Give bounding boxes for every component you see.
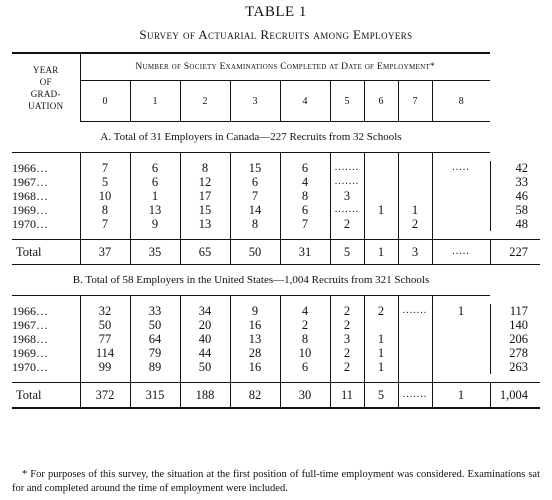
total-cell: 227 bbox=[490, 240, 540, 265]
spacer-cell bbox=[230, 153, 280, 162]
total-cell: 37 bbox=[80, 240, 130, 265]
spacer-cell bbox=[432, 296, 490, 305]
data-cell: 2 bbox=[330, 217, 364, 231]
data-cell: 33 bbox=[130, 304, 180, 318]
spacer-cell bbox=[280, 153, 330, 162]
spacer-cell bbox=[180, 296, 230, 305]
section-title: A. Total of 31 Employers in Canada—227 Recruits from 32 Schools bbox=[12, 122, 490, 153]
data-cell bbox=[432, 318, 490, 332]
spacer-cell bbox=[230, 296, 280, 305]
data-cell: 16 bbox=[230, 318, 280, 332]
spacer-cell bbox=[364, 231, 398, 240]
spacer-cell bbox=[398, 374, 432, 383]
data-cell: 10 bbox=[280, 346, 330, 360]
data-cell bbox=[432, 217, 490, 231]
row-year: 1968… bbox=[12, 332, 80, 346]
table-subtitle: Survey of Actuarial Recruits among Employers bbox=[139, 27, 413, 42]
data-cell bbox=[398, 175, 432, 189]
data-cell: 3 bbox=[330, 189, 364, 203]
data-cell: 206 bbox=[509, 332, 528, 346]
data-cell: 2 bbox=[330, 346, 364, 360]
data-cell: 7 bbox=[80, 217, 130, 231]
data-cell: 28 bbox=[230, 346, 280, 360]
data-cell: ....... bbox=[398, 304, 432, 318]
row-year: 1966… bbox=[12, 161, 80, 175]
data-cell: 7 bbox=[280, 217, 330, 231]
table-row bbox=[12, 203, 540, 217]
section-title: B. Total of 58 Employers in the United States—1,004 Recruits from 321 Schools bbox=[12, 265, 490, 296]
total-cell: 30 bbox=[280, 383, 330, 409]
data-cell: 6 bbox=[130, 175, 180, 189]
data-cell bbox=[364, 189, 398, 203]
data-cell: 140 bbox=[509, 318, 528, 332]
data-cell: 5 bbox=[80, 175, 130, 189]
total-cell: 11 bbox=[330, 383, 364, 409]
data-cell: 17 bbox=[180, 189, 230, 203]
spacer-cell bbox=[432, 153, 490, 162]
data-cell: 1 bbox=[364, 332, 398, 346]
data-cell bbox=[364, 161, 398, 175]
data-cell bbox=[398, 189, 432, 203]
row-year: 1967… bbox=[12, 175, 80, 189]
spacer-cell bbox=[80, 231, 130, 240]
spacer-cell bbox=[330, 374, 364, 383]
data-cell: 2 bbox=[330, 318, 364, 332]
table-row bbox=[12, 175, 540, 189]
total-cell: 188 bbox=[180, 383, 230, 409]
table-row bbox=[12, 189, 540, 203]
data-cell bbox=[364, 217, 398, 231]
spacer-cell bbox=[12, 296, 80, 305]
data-cell: 9 bbox=[130, 217, 180, 231]
column-header: 5 bbox=[330, 81, 364, 122]
data-cell: 12 bbox=[180, 175, 230, 189]
spacer-cell bbox=[12, 231, 80, 240]
spacer-cell bbox=[398, 231, 432, 240]
spacer-cell bbox=[280, 231, 330, 240]
data-cell: 32 bbox=[80, 304, 130, 318]
spacer-cell bbox=[330, 231, 364, 240]
total-label: Total bbox=[12, 240, 80, 265]
total-row bbox=[12, 383, 540, 409]
row-year: 1970… bbox=[12, 360, 80, 374]
data-cell: 8 bbox=[180, 161, 230, 175]
data-cell: 117 bbox=[509, 304, 528, 318]
data-cell: 64 bbox=[130, 332, 180, 346]
spacer-cell bbox=[180, 374, 230, 383]
total-cell: ..... bbox=[432, 240, 490, 265]
data-cell: 6 bbox=[280, 360, 330, 374]
data-cell bbox=[398, 161, 432, 175]
spacer-cell bbox=[80, 153, 130, 162]
data-cell: 15 bbox=[180, 203, 230, 217]
spacer-cell bbox=[12, 374, 80, 383]
data-cell bbox=[432, 346, 490, 360]
spacer-cell bbox=[130, 296, 180, 305]
data-cell bbox=[432, 203, 490, 217]
data-cell: ....... bbox=[330, 203, 364, 217]
data-cell: 8 bbox=[230, 217, 280, 231]
total-cell: 50 bbox=[230, 240, 280, 265]
data-cell: 34 bbox=[180, 304, 230, 318]
data-cell: 1 bbox=[398, 203, 432, 217]
data-cell: 13 bbox=[130, 203, 180, 217]
data-cell: 8 bbox=[280, 332, 330, 346]
spacer-cell bbox=[230, 231, 280, 240]
data-cell bbox=[432, 332, 490, 346]
row-year: 1967… bbox=[12, 318, 80, 332]
spacer-cell bbox=[364, 296, 398, 305]
spacer-cell bbox=[432, 231, 490, 240]
data-cell: 2 bbox=[330, 304, 364, 318]
data-cell: 44 bbox=[180, 346, 230, 360]
total-cell: 65 bbox=[180, 240, 230, 265]
total-cell: 372 bbox=[80, 383, 130, 409]
data-cell: 50 bbox=[130, 318, 180, 332]
table-row bbox=[12, 304, 540, 318]
table-row bbox=[12, 360, 540, 374]
data-cell: 114 bbox=[80, 346, 130, 360]
data-cell bbox=[432, 175, 490, 189]
data-cell: 7 bbox=[80, 161, 130, 175]
table-row bbox=[12, 332, 540, 346]
total-cell: 31 bbox=[280, 240, 330, 265]
data-cell: 9 bbox=[230, 304, 280, 318]
total-label: Total bbox=[12, 383, 80, 409]
total-cell: 1 bbox=[432, 383, 490, 409]
column-header: 2 bbox=[180, 81, 230, 122]
row-year: 1970… bbox=[12, 217, 80, 231]
table-row bbox=[12, 217, 540, 231]
spacer-cell bbox=[398, 296, 432, 305]
spacer-cell bbox=[12, 153, 80, 162]
data-cell: 48 bbox=[515, 217, 528, 231]
spacer-cell bbox=[80, 374, 130, 383]
footnote: * For purposes of this survey, the situation at the first position of full-time employment was considered. Examinations sat for and completed around the time of employment were included. bbox=[12, 469, 540, 494]
data-cell: 14 bbox=[230, 203, 280, 217]
column-header: 6 bbox=[364, 81, 398, 122]
data-cell: 50 bbox=[180, 360, 230, 374]
data-cell bbox=[432, 360, 490, 374]
spacer-cell bbox=[432, 374, 490, 383]
total-cell: 315 bbox=[130, 383, 180, 409]
spacer-cell bbox=[130, 374, 180, 383]
spacer-cell bbox=[364, 153, 398, 162]
survey-table bbox=[12, 52, 540, 409]
spacer-cell bbox=[230, 374, 280, 383]
data-cell: 1 bbox=[364, 360, 398, 374]
data-cell: 6 bbox=[130, 161, 180, 175]
data-cell: ....... bbox=[330, 175, 364, 189]
data-cell: 1 bbox=[364, 203, 398, 217]
data-cell: 15 bbox=[230, 161, 280, 175]
data-cell bbox=[398, 346, 432, 360]
data-cell: 6 bbox=[230, 175, 280, 189]
column-header: 8 bbox=[432, 81, 490, 122]
table-row bbox=[12, 161, 540, 175]
data-cell: 13 bbox=[230, 332, 280, 346]
row-year: 1969… bbox=[12, 346, 80, 360]
data-cell: 278 bbox=[509, 346, 528, 360]
data-cell: 46 bbox=[515, 189, 528, 203]
data-cell: 2 bbox=[398, 217, 432, 231]
data-cell: 2 bbox=[364, 304, 398, 318]
row-year: 1968… bbox=[12, 189, 80, 203]
data-cell bbox=[432, 189, 490, 203]
data-cell: 20 bbox=[180, 318, 230, 332]
data-cell: 50 bbox=[80, 318, 130, 332]
data-cell: 1 bbox=[432, 304, 490, 318]
total-cell: 1,004 bbox=[490, 383, 540, 409]
data-cell: 7 bbox=[230, 189, 280, 203]
data-cell bbox=[398, 332, 432, 346]
spacer-cell bbox=[398, 153, 432, 162]
data-cell: 4 bbox=[280, 304, 330, 318]
spacer-cell bbox=[280, 296, 330, 305]
column-header: 7 bbox=[398, 81, 432, 122]
total-cell: 5 bbox=[364, 383, 398, 409]
spacer-cell bbox=[130, 153, 180, 162]
exam-count-header: Number of Society Examinations Completed at Date of Employment* bbox=[80, 54, 490, 81]
data-cell: 58 bbox=[515, 203, 528, 217]
spacer-cell bbox=[330, 296, 364, 305]
column-header: 3 bbox=[230, 81, 280, 122]
spacer-cell bbox=[330, 153, 364, 162]
data-cell: 13 bbox=[180, 217, 230, 231]
data-cell: 40 bbox=[180, 332, 230, 346]
spacer-cell bbox=[280, 374, 330, 383]
data-cell: 99 bbox=[80, 360, 130, 374]
row-year: 1966… bbox=[12, 304, 80, 318]
total-row bbox=[12, 240, 540, 265]
data-cell: 1 bbox=[130, 189, 180, 203]
data-cell: 6 bbox=[280, 161, 330, 175]
table-row bbox=[12, 318, 540, 332]
data-cell: 8 bbox=[80, 203, 130, 217]
total-cell: 5 bbox=[330, 240, 364, 265]
total-cell: 35 bbox=[130, 240, 180, 265]
data-cell: 33 bbox=[515, 175, 528, 189]
spacer-cell bbox=[180, 231, 230, 240]
row-year: 1969… bbox=[12, 203, 80, 217]
column-header: 0 bbox=[80, 81, 130, 122]
data-cell: 6 bbox=[280, 203, 330, 217]
data-cell bbox=[364, 318, 398, 332]
data-cell: 89 bbox=[130, 360, 180, 374]
spacer-cell bbox=[130, 231, 180, 240]
data-cell: 1 bbox=[364, 346, 398, 360]
table-title: TABLE 1 bbox=[245, 4, 307, 20]
spacer-cell bbox=[180, 153, 230, 162]
spacer-cell bbox=[364, 374, 398, 383]
data-cell: 42 bbox=[515, 161, 528, 175]
data-cell: 16 bbox=[230, 360, 280, 374]
spacer-cell bbox=[80, 296, 130, 305]
data-cell: ....... bbox=[330, 161, 364, 175]
data-cell bbox=[398, 318, 432, 332]
column-header: 1 bbox=[130, 81, 180, 122]
data-cell: 2 bbox=[280, 318, 330, 332]
year-of-graduation-header: YEAR OF GRAD- UATION bbox=[12, 54, 80, 122]
data-cell bbox=[364, 175, 398, 189]
data-cell: 79 bbox=[130, 346, 180, 360]
total-cell: ....... bbox=[398, 383, 432, 409]
total-cell: 1 bbox=[364, 240, 398, 265]
total-cell: 3 bbox=[398, 240, 432, 265]
data-cell: 2 bbox=[330, 360, 364, 374]
data-cell bbox=[398, 360, 432, 374]
data-cell: 8 bbox=[280, 189, 330, 203]
data-cell: 263 bbox=[509, 360, 528, 374]
data-cell: 4 bbox=[280, 175, 330, 189]
data-cell: ..... bbox=[432, 161, 490, 175]
data-cell: 3 bbox=[330, 332, 364, 346]
data-cell: 10 bbox=[80, 189, 130, 203]
column-header: 4 bbox=[280, 81, 330, 122]
total-cell: 82 bbox=[230, 383, 280, 409]
data-cell: 77 bbox=[80, 332, 130, 346]
table-row bbox=[12, 346, 540, 360]
